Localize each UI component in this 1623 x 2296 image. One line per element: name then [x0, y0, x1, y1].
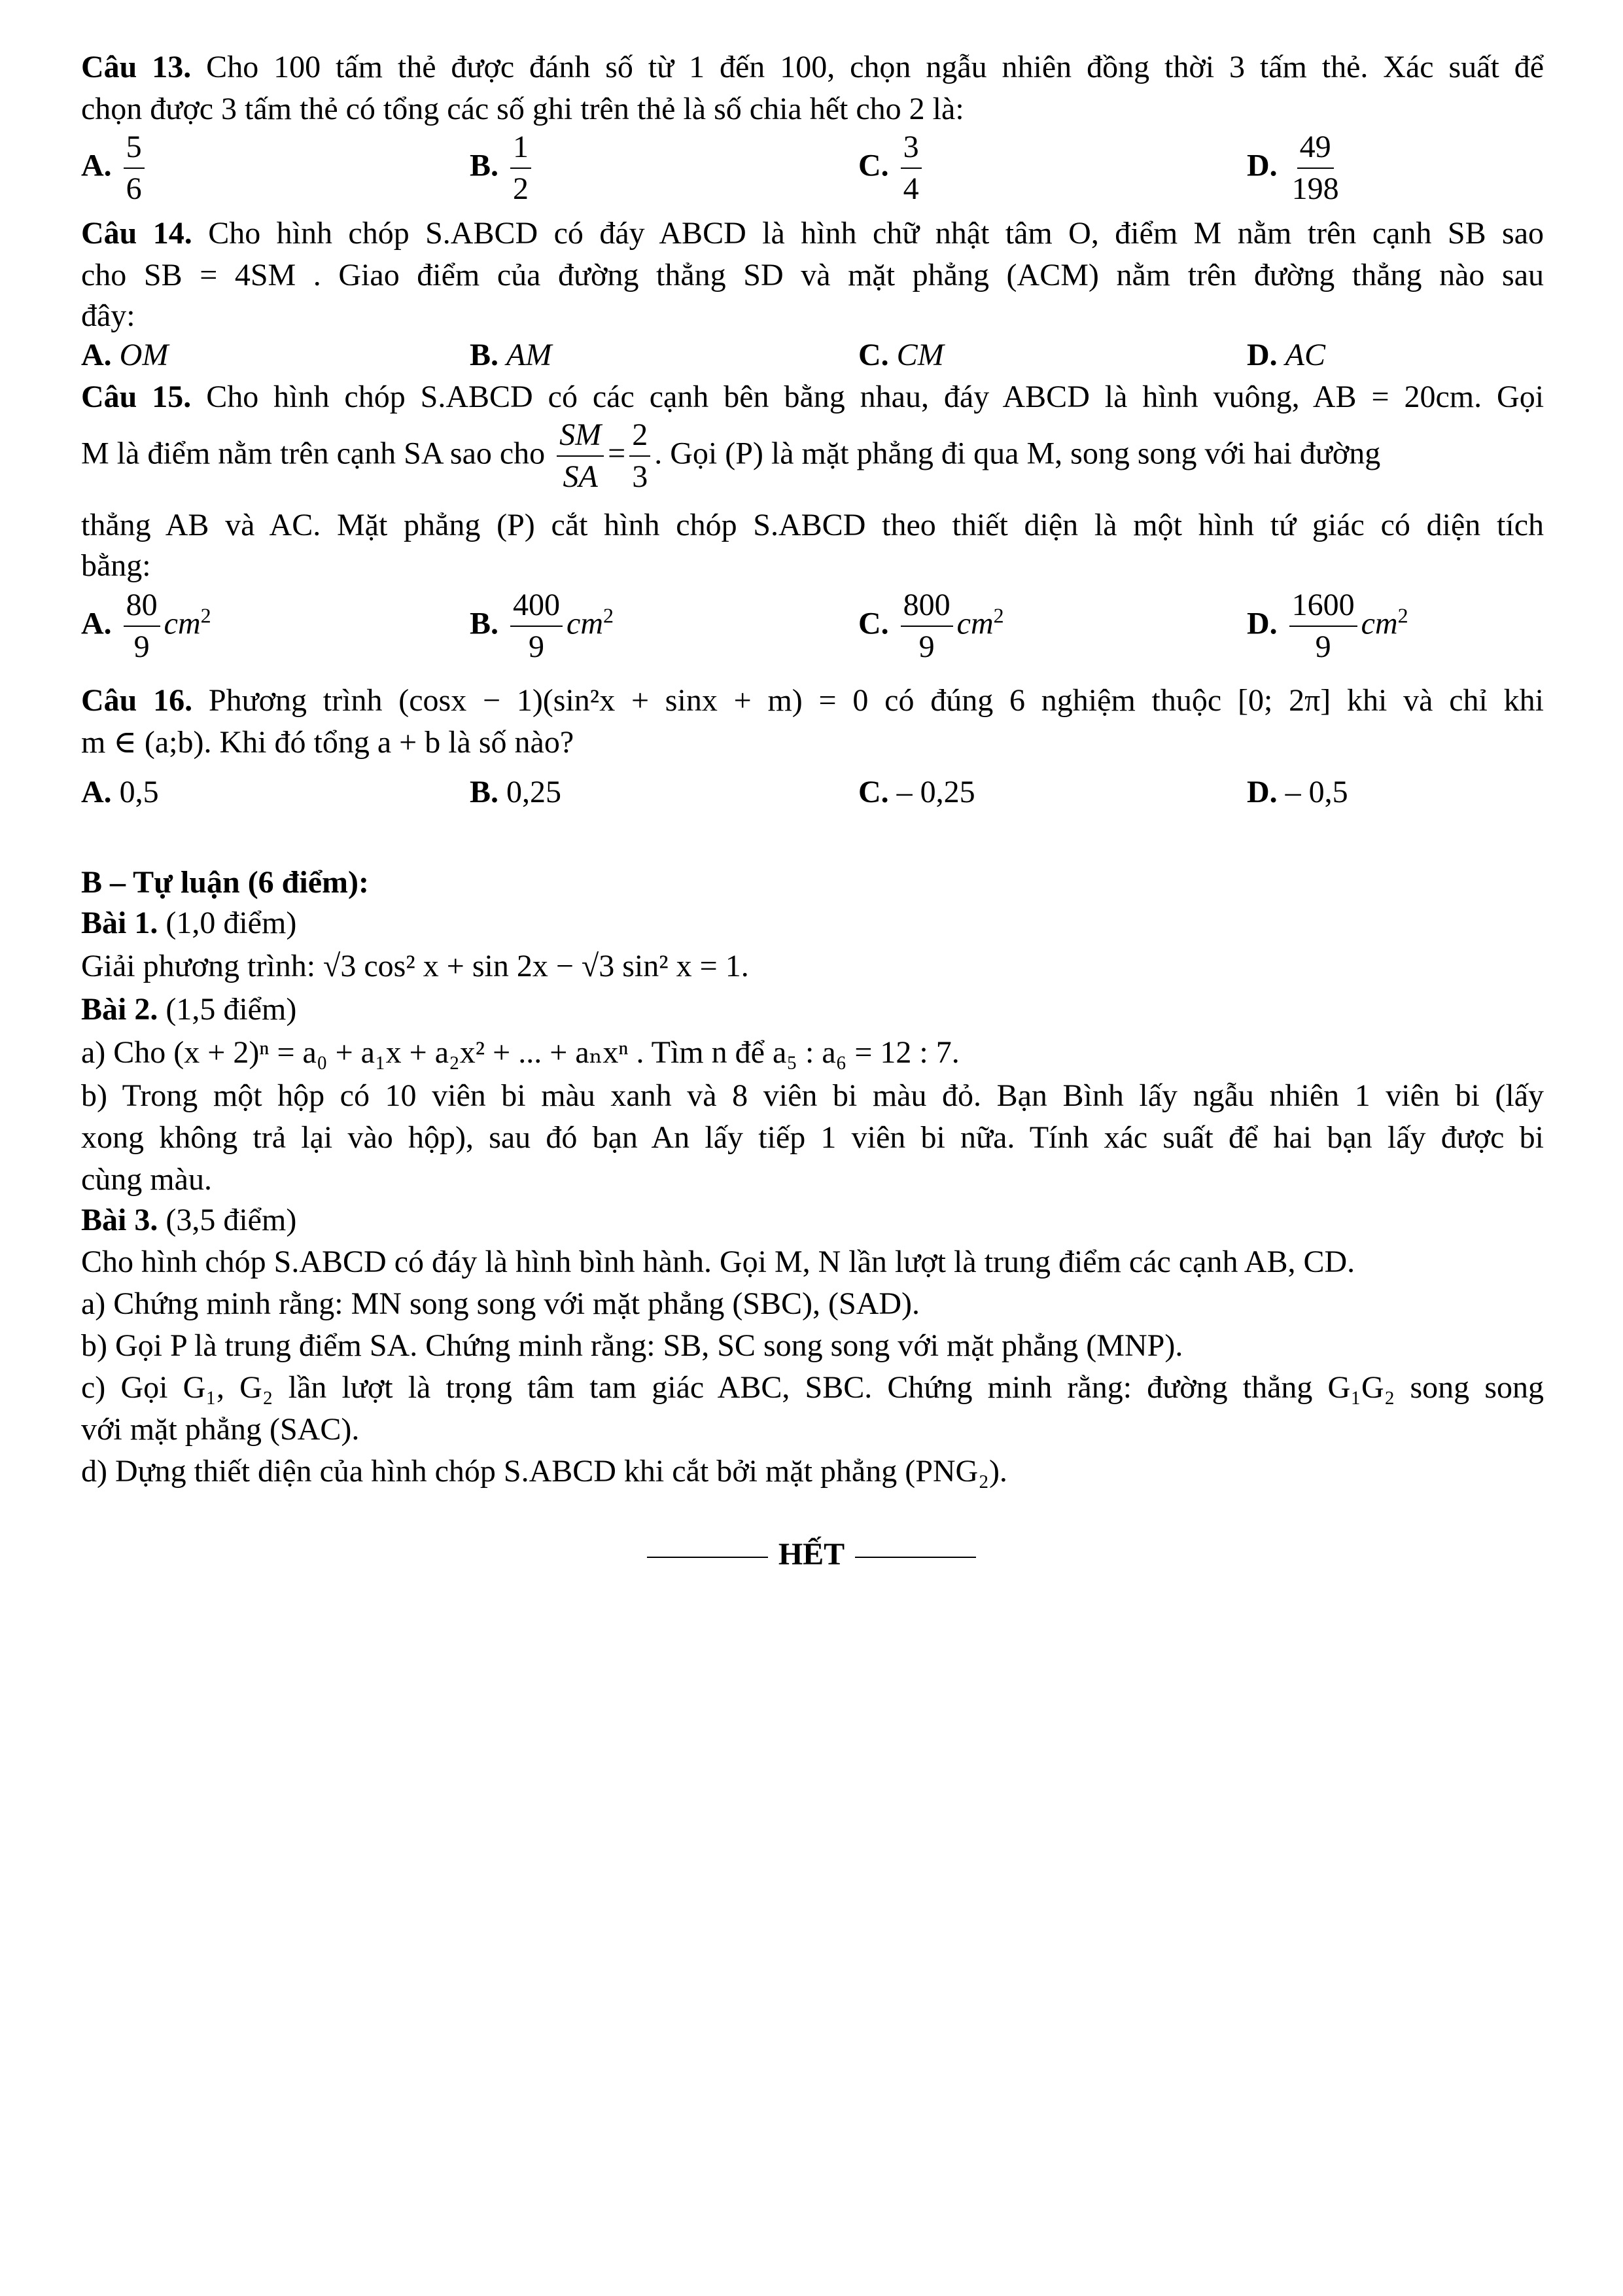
- fraction: $\frac{1}{2}$: [510, 131, 531, 206]
- fraction: $\frac{3}{4}$: [901, 131, 922, 206]
- value-fraction: $\frac{2}{3}$: [629, 419, 650, 494]
- end-marker: HẾT: [0, 1534, 1623, 1575]
- q16-option-b: B. 0,25: [470, 775, 562, 809]
- bai2-part-b-line3: cùng màu.: [81, 1162, 212, 1197]
- bai3-part-c-line1: c) Gọi G₁, G₂ lần lượt là trọng tâm tam giác ABC, SBC. Chứng minh rằng: đường thẳng G₁G₂ song song: [81, 1370, 1544, 1405]
- q15-option-d: D. $\frac{1600}{9}$ $cm^2$: [1247, 588, 1408, 665]
- q14-option-a: A. OM: [81, 338, 169, 372]
- q14-label: Câu 14.: [81, 216, 192, 251]
- q15-line3: thẳng AB và AC. Mặt phẳng (P) cắt hình chóp S.ABCD theo thiết diện là một hình tứ giác có diện tích: [81, 508, 1544, 542]
- fraction: $\frac{1600}{9}$: [1289, 589, 1357, 664]
- q16-option-a: A. 0,5: [81, 775, 159, 809]
- q15-option-c: C. $\frac{800}{9}$ $cm^2$: [858, 588, 1004, 665]
- bai3-heading: Bài 3. (3,5 điểm): [81, 1203, 297, 1237]
- q14-option-b: B. AM: [470, 338, 552, 372]
- q15-label: Câu 15.: [81, 380, 192, 414]
- q16-option-d: D. – 0,5: [1247, 775, 1348, 809]
- bai2-part-b-line2: xong không trả lại vào hộp), sau đó bạn An lấy tiếp 1 viên bi nữa. Tính xác suất để hai bạn lấy được bi: [81, 1120, 1544, 1155]
- q15-line1: [81, 377, 1544, 417]
- q15-option-b: B. $\frac{400}{9}$ $cm^2$: [470, 588, 614, 665]
- q16-line2: m ∈ (a;b). Khi đó tổng a + b là số nào?: [81, 725, 574, 760]
- divider-left: [647, 1557, 768, 1558]
- q13-text1: Cho 100 tấm thẻ được đánh số từ 1 đến 100, chọn ngẫu nhiên đồng thời 3 tấm thẻ. Xác suất để: [206, 50, 1544, 84]
- q13-option-b: B. $\frac{1}{2}$: [470, 131, 535, 206]
- bai3-intro: Cho hình chóp S.ABCD có đáy là hình bình hành. Gọi M, N lần lượt là trung điểm các cạnh AB, CD.: [81, 1245, 1355, 1279]
- q14-line3: đây:: [81, 298, 135, 333]
- q15-line2: M là điểm nằm trên cạnh SA sao cho $\frac{SM}{SA}$ = $\frac{2}{3}$ . Gọi (P) là mặt phẳng đi qua M, song song với hai đường: [81, 417, 1381, 495]
- fraction: $\frac{800}{9}$: [901, 589, 953, 664]
- q13-option-a: A. $\frac{5}{6}$: [81, 131, 148, 206]
- q14-text1: Cho hình chóp S.ABCD có đáy ABCD là hình chữ nhật tâm O, điểm M nằm trên cạnh SB sao: [208, 216, 1544, 251]
- q13-label: Câu 13.: [81, 50, 192, 84]
- bai2-heading: Bài 2. (1,5 điểm): [81, 992, 297, 1027]
- ratio-fraction: $\frac{SM}{SA}$: [557, 419, 604, 494]
- q16-line1: [81, 680, 1544, 721]
- bai3-part-a: a) Chứng minh rằng: MN song song với mặt phẳng (SBC), (SAD).: [81, 1286, 920, 1321]
- bai1-heading: Bài 1. (1,0 điểm): [81, 906, 297, 940]
- fraction: $\frac{400}{9}$: [510, 589, 563, 664]
- q13-line1: [81, 47, 1544, 88]
- q16-label: Câu 16.: [81, 683, 193, 718]
- bai3-part-b: b) Gọi P là trung điểm SA. Chứng minh rằng: SB, SC song song với mặt phẳng (MNP).: [81, 1328, 1183, 1363]
- fraction: $\frac{49}{198}$: [1291, 130, 1339, 207]
- part-b-heading: B – Tự luận (6 điểm):: [81, 865, 369, 900]
- q16-text1: Phương trình (cosx − 1)(sin²x + sinx + m) = 0 có đúng 6 nghiệm thuộc [0; 2π] khi và chỉ khi: [208, 683, 1544, 718]
- q13-option-d: D. $\frac{49}{198}$: [1247, 131, 1346, 206]
- bai3-part-d: d) Dựng thiết diện của hình chóp S.ABCD khi cắt bởi mặt phẳng (PNG₂).: [81, 1454, 1007, 1489]
- divider-right: [855, 1557, 976, 1558]
- q14-line2: cho SB = 4SM . Giao điểm của đường thẳng SD và mặt phẳng (ACM) nằm trên đường thẳng nào sau: [81, 258, 1544, 292]
- q13-line2: chọn được 3 tấm thẻ có tổng các số ghi trên thẻ là số chia hết cho 2 là:: [81, 92, 964, 126]
- bai2-part-b-line1: b) Trong một hộp có 10 viên bi màu xanh và 8 viên bi màu đỏ. Bạn Bình lấy ngẫu nhiên 1 viên bi (lấy: [81, 1078, 1544, 1113]
- q15-option-a: A. $\frac{80}{9}$ $cm^2$: [81, 588, 211, 665]
- bai2-part-a: a) Cho (x + 2)ⁿ = a₀ + a₁x + a₂x² + ... + aₙxⁿ . Tìm n để a₅ : a₆ = 12 : 7.: [81, 1035, 960, 1070]
- q16-option-c: C. – 0,25: [858, 775, 975, 809]
- bai1-text: Giải phương trình: √3 cos² x + sin 2x − √3 sin² x = 1.: [81, 949, 749, 983]
- q14-option-d: D. AC: [1247, 338, 1326, 372]
- q13-option-c: C. $\frac{3}{4}$: [858, 131, 926, 206]
- bai3-part-c-line2: với mặt phẳng (SAC).: [81, 1412, 360, 1447]
- q15-text1: Cho hình chóp S.ABCD có các cạnh bên bằng nhau, đáy ABCD là hình vuông, AB = 20cm. Gọi: [206, 380, 1544, 414]
- q15-line4: bằng:: [81, 548, 151, 583]
- q14-option-c: C. CM: [858, 338, 944, 372]
- fraction: $\frac{80}{9}$: [124, 589, 160, 664]
- fraction: $\frac{5}{6}$: [124, 131, 145, 206]
- q14-line1: [81, 213, 1544, 254]
